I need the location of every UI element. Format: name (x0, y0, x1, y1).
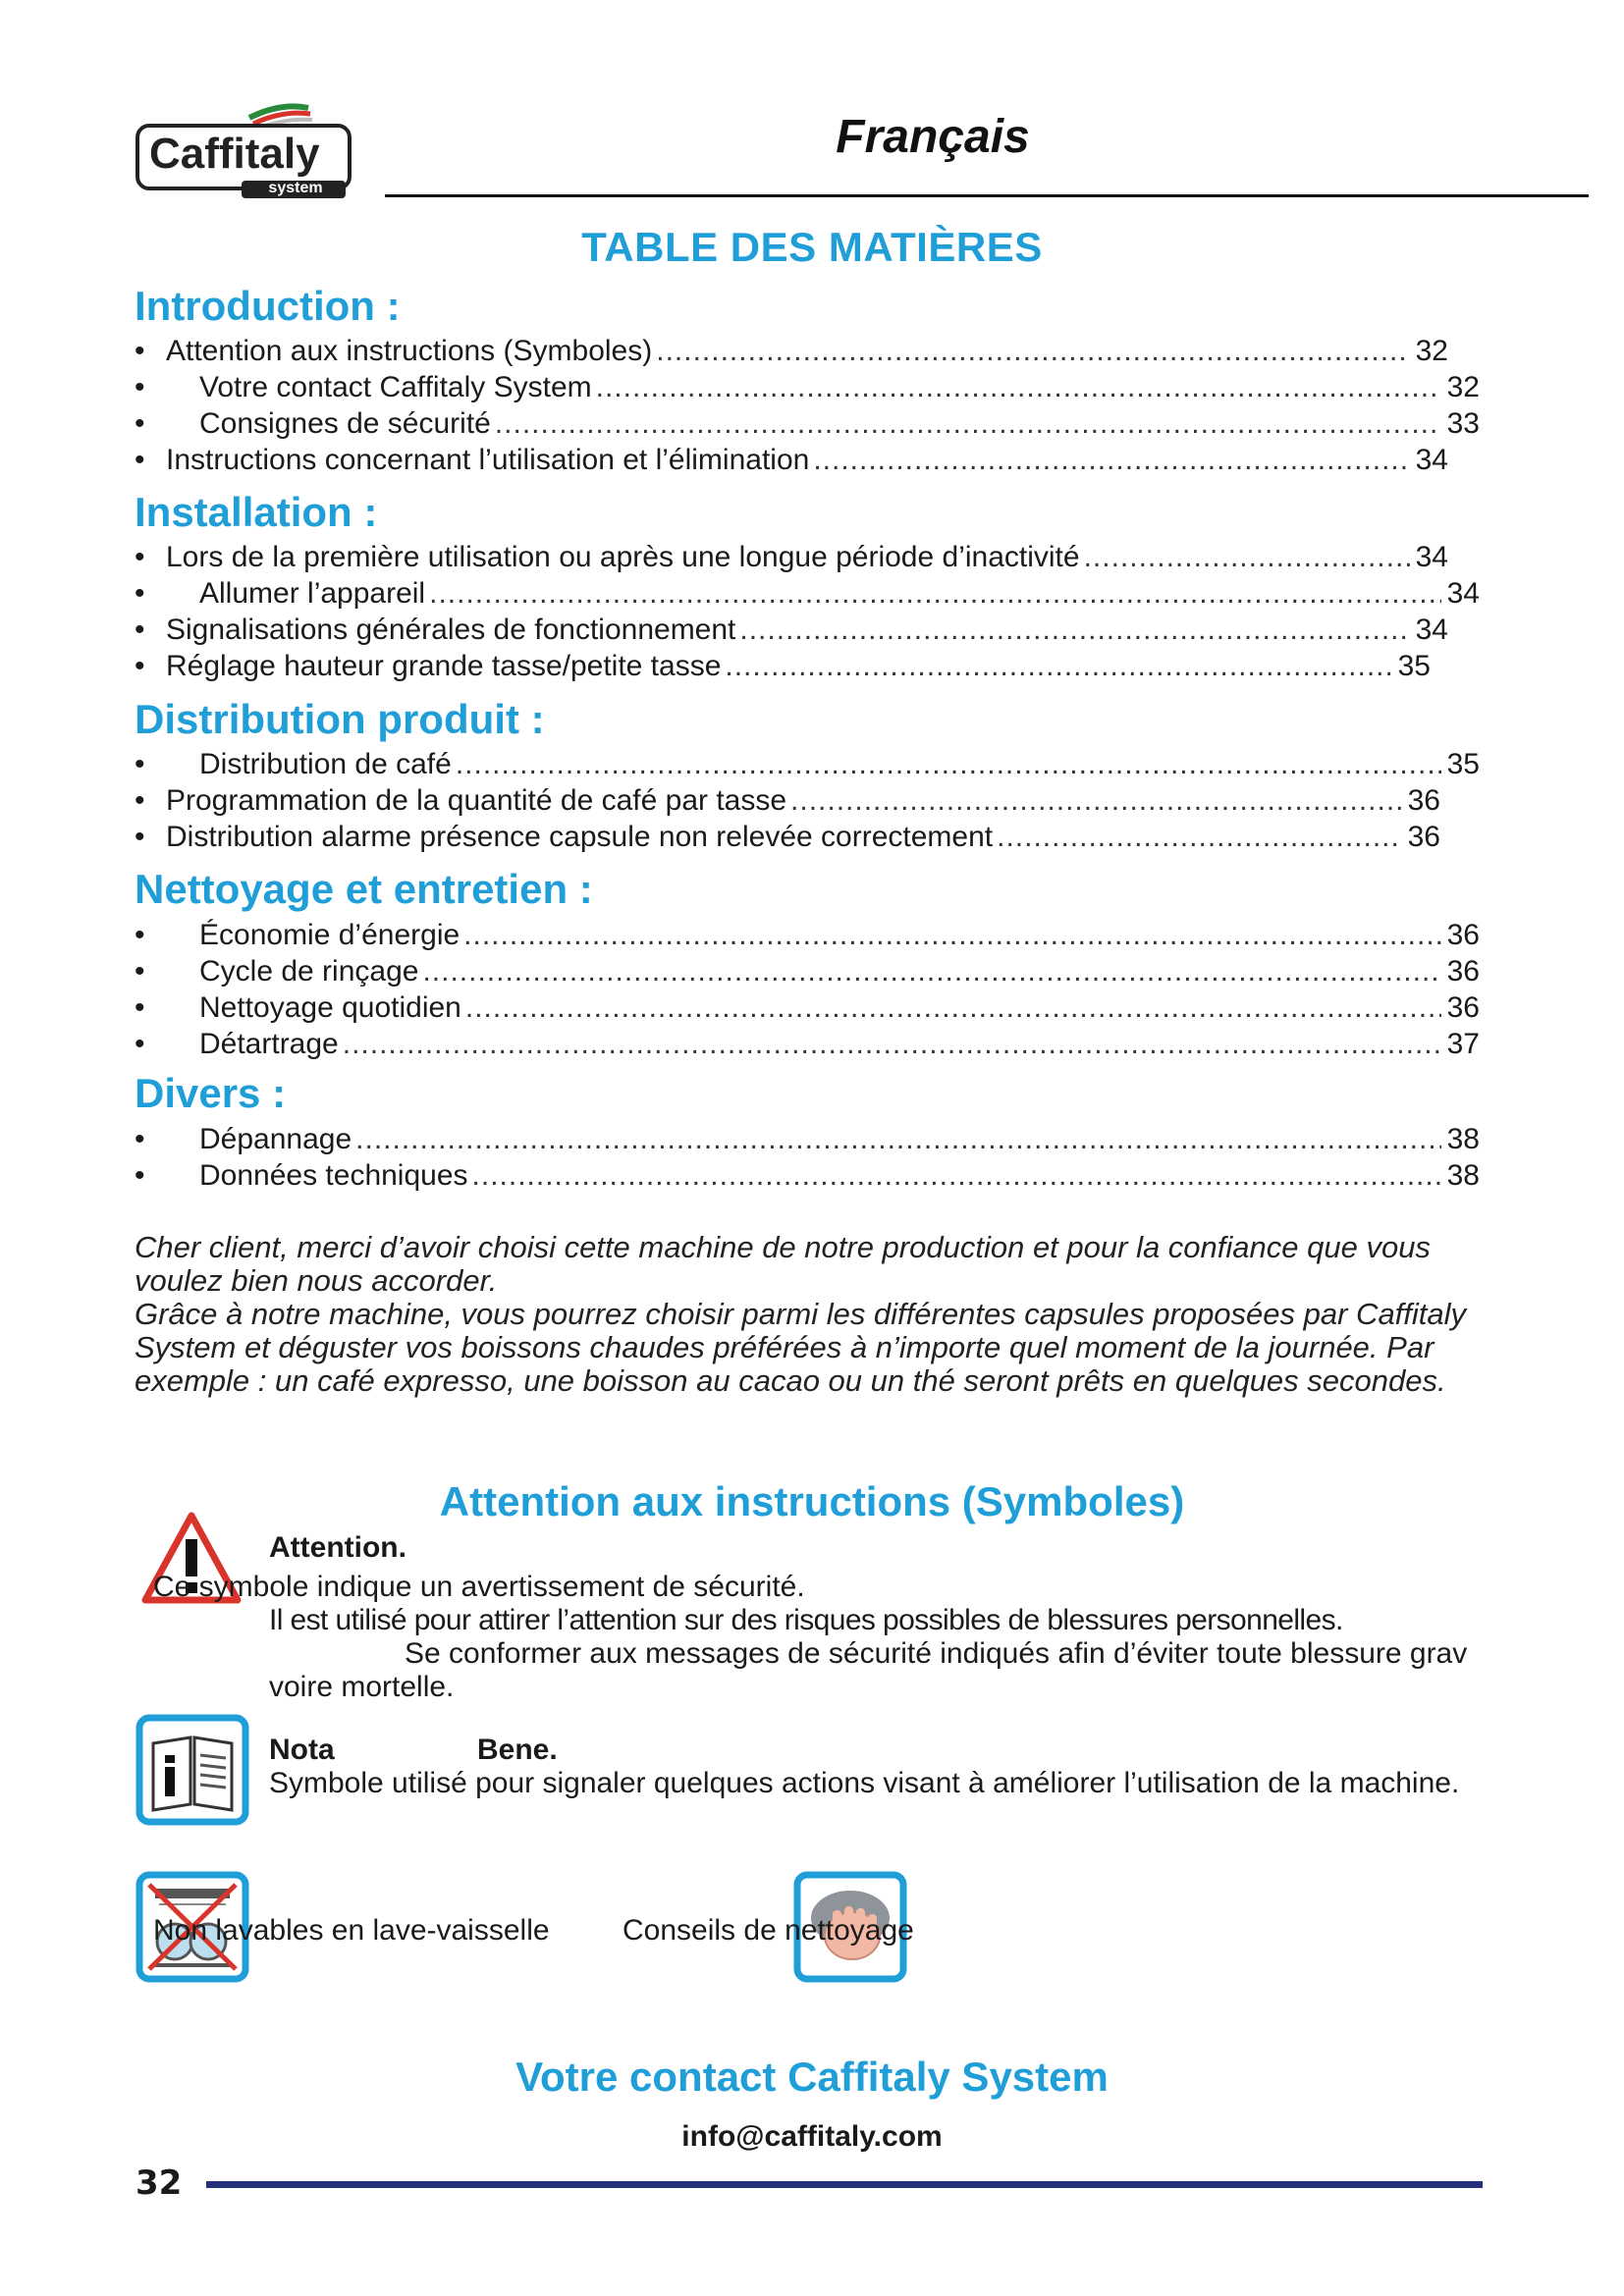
logo-wordmark: Caffitaly (149, 130, 320, 178)
toc-item[interactable] (135, 1121, 1480, 1158)
toc-item-label: Données techniques (199, 1159, 468, 1192)
dot-leader (656, 333, 1409, 370)
toc-item-label: Cycle de rinçage (199, 955, 419, 988)
bullet: • (135, 1123, 145, 1155)
toc-item-page: 37 (1446, 1028, 1480, 1060)
logo-subtext: system (268, 180, 323, 196)
contact-email[interactable]: info@caffitaly.com (681, 2120, 943, 2153)
toc-item[interactable] (135, 917, 1480, 954)
dot-leader (463, 917, 1440, 954)
toc-item-label: Dépannage (199, 1123, 352, 1155)
toc-title: TABLE DES MATIÈRES (581, 224, 1043, 270)
dot-leader (472, 1157, 1441, 1195)
toc-item[interactable] (135, 333, 1448, 370)
dot-leader (343, 1026, 1441, 1063)
toc-item[interactable] (135, 1026, 1480, 1063)
intro-text-1: Cher client, merci d’avoir choisi cette machine de notre production et pour la confiance que vous voulez bien nous accorder. (135, 1230, 1431, 1298)
toc-item-page: 36 (1446, 955, 1480, 988)
caffitaly-logo (134, 100, 355, 200)
dot-leader (495, 405, 1441, 443)
intro-text-2: Grâce à notre machine, vous pourrez choisir parmi les différentes capsules proposées par Caffitaly System et déguster vos boissons chaudes préférées à n’importe quel moment de la journée. Par exemple : un café expresso, une boisson au cacao ou un thé seront prêts en quelques secondes. (135, 1297, 1467, 1398)
toc-section-divers: Divers : (135, 1070, 287, 1116)
toc-item-label: Réglage hauteur grande tasse/petite tasse (166, 650, 722, 682)
toc-item-page: 36 (1407, 784, 1440, 817)
header-rule (385, 194, 1589, 197)
toc-item[interactable] (135, 369, 1480, 406)
cleaning-label: Conseils de nettoyage (623, 1914, 914, 1947)
dot-leader (1084, 539, 1410, 576)
toc-item-page: 34 (1415, 541, 1448, 573)
toc-item-label: Distribution de café (199, 748, 452, 780)
toc-item-page: 34 (1415, 444, 1448, 476)
dot-leader (456, 746, 1441, 783)
toc-item-page: 32 (1415, 335, 1448, 367)
toc-item-page: 33 (1446, 407, 1480, 440)
dot-leader (465, 989, 1441, 1027)
attention-line: Ce symbole indique un avertissement de sécurité. (153, 1571, 805, 1603)
attention-line: Il est utilisé pour attirer l’attention sur des risques possibles de blessures personnelles. (269, 1604, 1343, 1636)
toc-item[interactable] (135, 989, 1480, 1027)
contact-heading: Votre contact Caffitaly System (515, 2054, 1109, 2100)
bullet: • (135, 335, 145, 367)
dot-leader (355, 1121, 1440, 1158)
nota-word: Nota (269, 1734, 335, 1766)
toc-item-page: 35 (1446, 748, 1480, 780)
toc-item[interactable] (135, 746, 1480, 783)
toc-item-label: Nettoyage quotidien (199, 991, 461, 1024)
toc-section-installation: Installation : (135, 489, 378, 535)
bullet: • (135, 748, 145, 780)
toc-item[interactable] (135, 612, 1448, 649)
attention-line: voire mortelle. (269, 1671, 455, 1703)
toc-item-page: 35 (1397, 650, 1431, 682)
info-book-icon (135, 1714, 249, 1826)
toc-item[interactable] (135, 782, 1440, 820)
attention-title: Attention. (269, 1531, 406, 1564)
toc-item[interactable] (135, 1157, 1480, 1195)
nota-text: Symbole utilisé pour signaler quelques actions visant à améliorer l’utilisation de la machine. (269, 1767, 1460, 1799)
bullet: • (135, 1028, 145, 1060)
language-title: Français (836, 111, 1030, 163)
toc-item-label: Économie d’énergie (199, 919, 460, 951)
toc-item-page: 34 (1446, 577, 1480, 610)
bullet: • (135, 991, 145, 1024)
toc-item-label: Distribution alarme présence capsule non relevée correctement (166, 821, 994, 853)
toc-item[interactable] (135, 648, 1431, 685)
toc-item-label: Instructions concernant l’utilisation et l’élimination (166, 444, 810, 476)
toc-item-page: 38 (1446, 1123, 1480, 1155)
bullet: • (135, 821, 145, 853)
bullet: • (135, 371, 145, 403)
dishwasher-label: Non lavables en lave-vaisselle (153, 1914, 550, 1947)
toc-item[interactable] (135, 953, 1480, 990)
bullet: • (135, 955, 145, 988)
bullet: • (135, 919, 145, 951)
toc-item-label: Attention aux instructions (Symboles) (166, 335, 653, 367)
bullet: • (135, 407, 145, 440)
toc-item[interactable] (135, 405, 1480, 443)
bullet: • (135, 577, 145, 610)
dot-leader (997, 819, 1402, 856)
page-number: 32 (135, 2163, 183, 2203)
toc-item-label: Signalisations générales de fonctionnement (166, 614, 736, 646)
bullet: • (135, 444, 145, 476)
bene-word: Bene. (477, 1734, 558, 1766)
toc-item[interactable] (135, 819, 1440, 856)
dot-leader (739, 612, 1409, 649)
dot-leader (790, 782, 1402, 820)
bullet: • (135, 541, 145, 573)
toc-item[interactable] (135, 539, 1448, 576)
dot-leader (596, 369, 1441, 406)
toc-item-label: Détartrage (199, 1028, 339, 1060)
toc-item-label: Lors de la première utilisation ou après une longue période d’inactivité (166, 541, 1080, 573)
dot-leader (725, 648, 1391, 685)
bullet: • (135, 650, 145, 682)
toc-item[interactable] (135, 575, 1480, 613)
dot-leader (813, 442, 1409, 479)
toc-item-label: Votre contact Caffitaly System (199, 371, 592, 403)
symbols-heading: Attention aux instructions (Symboles) (439, 1478, 1185, 1524)
toc-section-nettoyage: Nettoyage et entretien : (135, 866, 593, 912)
dot-leader (429, 575, 1441, 613)
footer-rule (206, 2181, 1483, 2188)
bullet: • (135, 1159, 145, 1192)
toc-section-distribution: Distribution produit : (135, 696, 545, 742)
toc-item-page: 36 (1446, 919, 1480, 951)
toc-item[interactable] (135, 442, 1448, 479)
bullet: • (135, 784, 145, 817)
toc-item-page: 34 (1415, 614, 1448, 646)
toc-item-label: Consignes de sécurité (199, 407, 491, 440)
attention-line: Se conformer aux messages de sécurité indiqués afin d’éviter toute blessure grav (405, 1637, 1468, 1670)
toc-section-introduction: Introduction : (135, 283, 401, 329)
intro-paragraph (135, 1231, 1509, 1398)
toc-item-page: 32 (1446, 371, 1480, 403)
dot-leader (422, 953, 1440, 990)
toc-item-page: 38 (1446, 1159, 1480, 1192)
toc-item-page: 36 (1407, 821, 1440, 853)
toc-item-label: Programmation de la quantité de café par tasse (166, 784, 787, 817)
toc-item-label: Allumer l’appareil (199, 577, 426, 610)
toc-item-page: 36 (1446, 991, 1480, 1024)
bullet: • (135, 614, 145, 646)
